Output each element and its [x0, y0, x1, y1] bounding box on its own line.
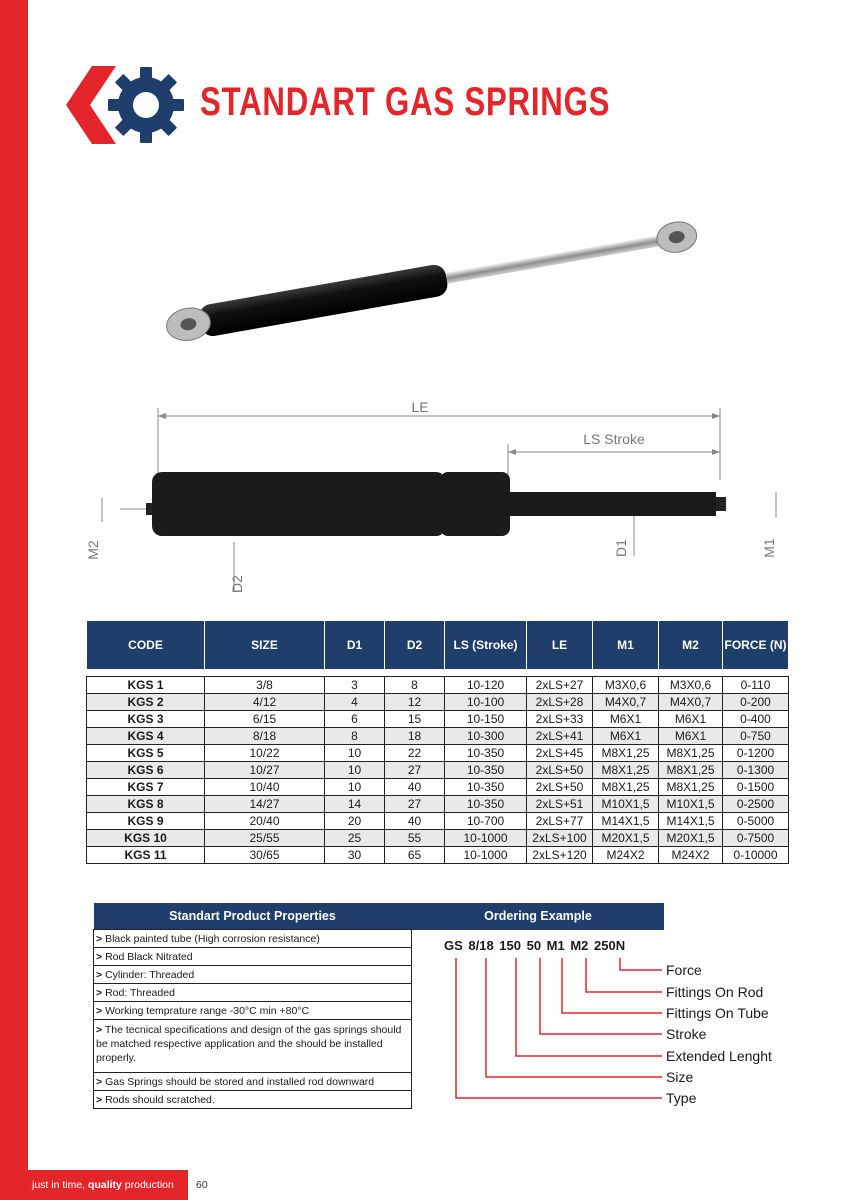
table-cell: KGS 11 — [87, 847, 205, 864]
spec-table — [86, 620, 789, 864]
table-cell: KGS 2 — [87, 694, 205, 711]
table-cell: 8 — [385, 677, 445, 694]
table-cell: 2xLS+50 — [527, 762, 593, 779]
table-cell: M24X2 — [593, 847, 659, 864]
table-cell: 20/40 — [205, 813, 325, 830]
table-cell: 10/22 — [205, 745, 325, 762]
table-cell: M8X1,25 — [593, 762, 659, 779]
property-item: > Gas Springs should be stored and installed rod downward — [94, 1073, 412, 1091]
page-title: STANDART GAS SPRINGS — [200, 80, 611, 124]
properties-title: Standart Product Properties — [94, 903, 412, 930]
ordering-connector-lines — [440, 950, 800, 1110]
table-cell: 20 — [325, 813, 385, 830]
table-cell: M14X1,5 — [659, 813, 723, 830]
table-cell: M8X1,25 — [659, 779, 723, 796]
header-le: LE — [527, 621, 593, 670]
table-cell: M8X1,25 — [659, 745, 723, 762]
table-cell: 10-150 — [445, 711, 527, 728]
table-cell: KGS 5 — [87, 745, 205, 762]
table-cell: 30 — [325, 847, 385, 864]
table-cell: 10/40 — [205, 779, 325, 796]
header-size: SIZE — [205, 621, 325, 670]
table-cell: 10-350 — [445, 796, 527, 813]
table-cell: 40 — [385, 813, 445, 830]
table-cell: KGS 8 — [87, 796, 205, 813]
table-cell: 2xLS+120 — [527, 847, 593, 864]
m2-label: M2 — [85, 540, 101, 560]
property-item: > Black painted tube (High corrosion resistance) — [94, 930, 412, 948]
table-cell: M20X1,5 — [659, 830, 723, 847]
order-label-size: Size — [666, 1069, 694, 1085]
table-cell: 0-7500 — [723, 830, 789, 847]
table-cell: 22 — [385, 745, 445, 762]
table-row — [87, 779, 789, 796]
table-cell: 8/18 — [205, 728, 325, 745]
table-cell: M14X1,5 — [593, 813, 659, 830]
table-cell: 3 — [325, 677, 385, 694]
table-cell: 10-350 — [445, 745, 527, 762]
table-cell: 2xLS+77 — [527, 813, 593, 830]
table-cell: 2xLS+100 — [527, 830, 593, 847]
table-cell: 40 — [385, 779, 445, 796]
table-cell: 27 — [385, 762, 445, 779]
table-cell: 0-400 — [723, 711, 789, 728]
header-force: FORCE (N) — [723, 621, 789, 670]
table-cell: 2xLS+50 — [527, 779, 593, 796]
table-cell: 0-5000 — [723, 813, 789, 830]
table-cell: 27 — [385, 796, 445, 813]
table-cell: M6X1 — [659, 711, 723, 728]
table-row — [87, 762, 789, 779]
table-cell: M6X1 — [593, 728, 659, 745]
order-label-type: Type — [666, 1090, 697, 1106]
table-cell: 0-10000 — [723, 847, 789, 864]
order-label-fittings-tube: Fittings On Tube — [666, 1005, 769, 1021]
table-cell: KGS 9 — [87, 813, 205, 830]
table-cell: M20X1,5 — [593, 830, 659, 847]
table-cell: 0-1500 — [723, 779, 789, 796]
property-item: > Rods should scratched. — [94, 1091, 412, 1109]
table-cell: KGS 4 — [87, 728, 205, 745]
table-cell: M4X0,7 — [659, 694, 723, 711]
table-cell: 12 — [385, 694, 445, 711]
table-cell: 10-300 — [445, 728, 527, 745]
table-cell: 10-120 — [445, 677, 527, 694]
table-cell: 0-750 — [723, 728, 789, 745]
table-cell: KGS 1 — [87, 677, 205, 694]
table-cell: 10-350 — [445, 762, 527, 779]
table-cell: KGS 3 — [87, 711, 205, 728]
table-cell: M8X1,25 — [593, 745, 659, 762]
technical-drawing — [85, 392, 790, 604]
table-cell: M8X1,25 — [659, 762, 723, 779]
table-row — [87, 694, 789, 711]
table-header-row — [87, 621, 789, 670]
table-row — [87, 711, 789, 728]
page-number: 60 — [196, 1179, 208, 1191]
table-cell: 65 — [385, 847, 445, 864]
footer-tagline: just in time, quality production — [28, 1170, 188, 1200]
table-cell: 0-2500 — [723, 796, 789, 813]
table-cell: 10-700 — [445, 813, 527, 830]
table-cell: KGS 6 — [87, 762, 205, 779]
header-d1: D1 — [325, 621, 385, 670]
property-item: > Working temprature range -30°C min +80°C — [94, 1002, 412, 1020]
order-label-stroke: Stroke — [666, 1026, 707, 1042]
table-cell: 10/27 — [205, 762, 325, 779]
table-cell: 0-110 — [723, 677, 789, 694]
table-cell: M3X0,6 — [593, 677, 659, 694]
table-cell: M10X1,5 — [659, 796, 723, 813]
table-cell: 2xLS+41 — [527, 728, 593, 745]
table-cell: 10-1000 — [445, 847, 527, 864]
table-cell: 10-350 — [445, 779, 527, 796]
table-cell: M3X0,6 — [659, 677, 723, 694]
header-ls: LS (Stroke) — [445, 621, 527, 670]
table-cell: 18 — [385, 728, 445, 745]
ls-label: LS Stroke — [583, 431, 645, 447]
table-cell: 55 — [385, 830, 445, 847]
ordering-title: Ordering Example — [412, 903, 664, 930]
left-accent-bar — [0, 0, 28, 1200]
table-cell: 30/65 — [205, 847, 325, 864]
table-cell: 10-100 — [445, 694, 527, 711]
table-cell: 4 — [325, 694, 385, 711]
property-item: > Rod: Threaded — [94, 984, 412, 1002]
table-row — [87, 677, 789, 694]
table-cell: 14 — [325, 796, 385, 813]
header-m2: M2 — [659, 621, 723, 670]
table-cell: KGS 7 — [87, 779, 205, 796]
header-code: CODE — [87, 621, 205, 670]
table-cell: 25 — [325, 830, 385, 847]
table-cell: 3/8 — [205, 677, 325, 694]
gas-spring-photo — [160, 228, 720, 348]
table-row — [87, 847, 789, 864]
order-label-force: Force — [666, 962, 702, 978]
table-cell: 10 — [325, 745, 385, 762]
table-cell: 4/12 — [205, 694, 325, 711]
d2-label: D2 — [229, 575, 245, 593]
table-cell: 2xLS+28 — [527, 694, 593, 711]
table-row — [87, 745, 789, 762]
table-cell: M24X2 — [659, 847, 723, 864]
le-label: LE — [411, 399, 429, 415]
table-cell: 8 — [325, 728, 385, 745]
table-cell: 15 — [385, 711, 445, 728]
order-label-fittings-rod: Fittings On Rod — [666, 984, 764, 1000]
table-cell: 14/27 — [205, 796, 325, 813]
table-cell: M10X1,5 — [593, 796, 659, 813]
table-cell: 0-200 — [723, 694, 789, 711]
table-cell: 0-1200 — [723, 745, 789, 762]
table-row — [87, 728, 789, 745]
table-cell: M6X1 — [593, 711, 659, 728]
table-cell: 6 — [325, 711, 385, 728]
table-cell: 10-1000 — [445, 830, 527, 847]
d1-label: D1 — [613, 539, 629, 557]
table-cell: 2xLS+33 — [527, 711, 593, 728]
table-row — [87, 830, 789, 847]
product-properties-table — [93, 903, 412, 1109]
property-item: > Rod Black Nitrated — [94, 948, 412, 966]
table-row — [87, 813, 789, 830]
table-cell: 10 — [325, 762, 385, 779]
table-cell: 6/15 — [205, 711, 325, 728]
property-item: > Cylinder: Threaded — [94, 966, 412, 984]
table-cell: 2xLS+45 — [527, 745, 593, 762]
table-cell: KGS 10 — [87, 830, 205, 847]
table-cell: M6X1 — [659, 728, 723, 745]
header-d2: D2 — [385, 621, 445, 670]
table-cell: 2xLS+51 — [527, 796, 593, 813]
table-cell: M8X1,25 — [593, 779, 659, 796]
table-cell: 0-1300 — [723, 762, 789, 779]
header-m1: M1 — [593, 621, 659, 670]
table-cell: 25/55 — [205, 830, 325, 847]
table-row — [87, 796, 789, 813]
table-cell: M4X0,7 — [593, 694, 659, 711]
m1-label: M1 — [761, 538, 777, 558]
order-label-extended-length: Extended Lenght — [666, 1048, 772, 1064]
gear-logo-icon — [66, 66, 188, 144]
property-item: > The tecnical specifications and design of the gas springs should be matched respective application and the should be installed properly. — [94, 1020, 412, 1073]
table-cell: 10 — [325, 779, 385, 796]
table-cell: 2xLS+27 — [527, 677, 593, 694]
ordering-code: GS 8/18 150 50 M1 M2 250N — [444, 938, 626, 953]
